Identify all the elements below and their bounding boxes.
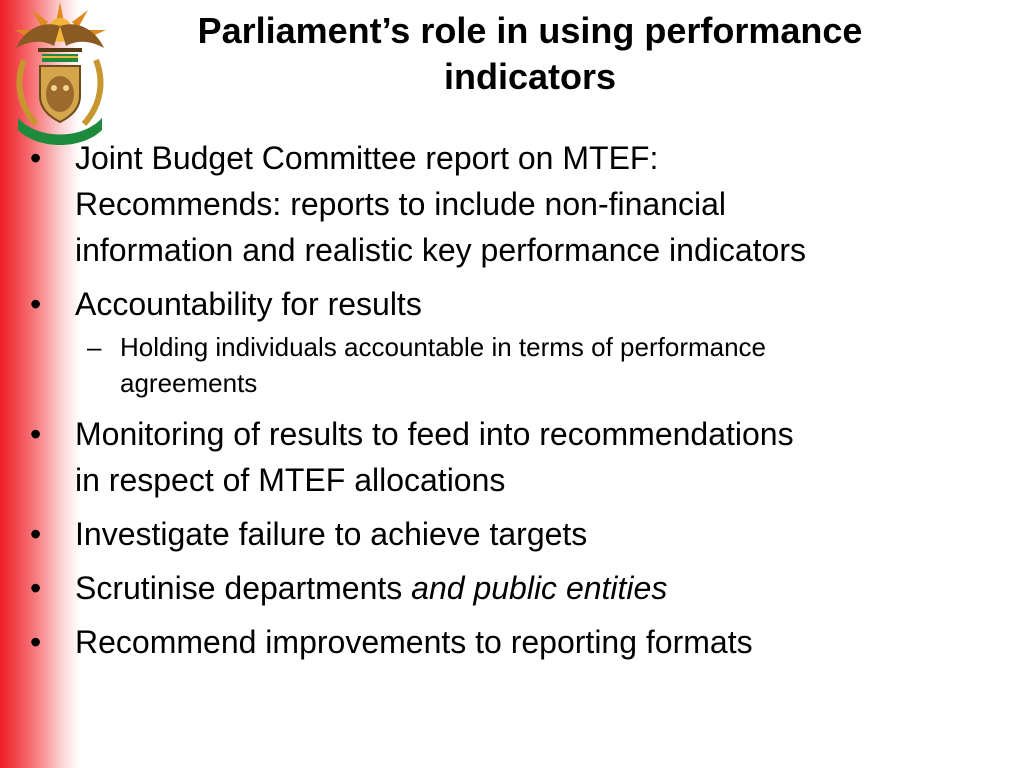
bullet-text-plain: Scrutinise departments [75, 570, 412, 606]
bullet-list [30, 135, 1005, 673]
bullet-text-italic: and public entities [411, 570, 668, 606]
bullet-item [30, 511, 1005, 557]
bullet-item [30, 411, 1005, 503]
bullet-dot: • [30, 570, 42, 606]
bullet-item [30, 619, 1005, 665]
bullet-text-line: Investigate failure to achieve targets [75, 516, 588, 552]
bullet-dot: • [30, 140, 42, 176]
bullet-dot: • [30, 516, 42, 552]
coat-of-arms-logo [2, 0, 118, 148]
bullet-item [30, 565, 1005, 611]
sub-bullet-item [75, 329, 1005, 401]
bullet-text-line: Recommends: reports to include non-financial [75, 186, 726, 222]
bullet-dot: • [30, 286, 42, 322]
slide-title: Parliament’s role in using performance indicators [197, 10, 863, 97]
bullet-text-line: Monitoring of results to feed into recommendations [75, 416, 794, 452]
bullet-text-line [75, 565, 1005, 611]
bullet-item [30, 135, 1005, 273]
bullet-text-line: Accountability for results [75, 286, 422, 322]
bullet-text-line: Recommend improvements to reporting formats [75, 624, 753, 660]
bullet-text-line: in respect of MTEF allocations [75, 462, 506, 498]
bullet-dot: • [30, 624, 42, 660]
bullet-item [30, 281, 1005, 401]
bullet-dot: • [30, 416, 42, 452]
bullet-text-line: Joint Budget Committee report on MTEF: [75, 140, 659, 176]
sub-bullet-dash: – [87, 332, 102, 362]
sub-bullet-text-line: agreements [120, 368, 258, 398]
sub-bullet-text-line: Holding individuals accountable in terms of performance [120, 332, 767, 362]
bullet-text-line: information and realistic key performance indicators [75, 232, 806, 268]
sub-bullet-list [75, 329, 1005, 401]
